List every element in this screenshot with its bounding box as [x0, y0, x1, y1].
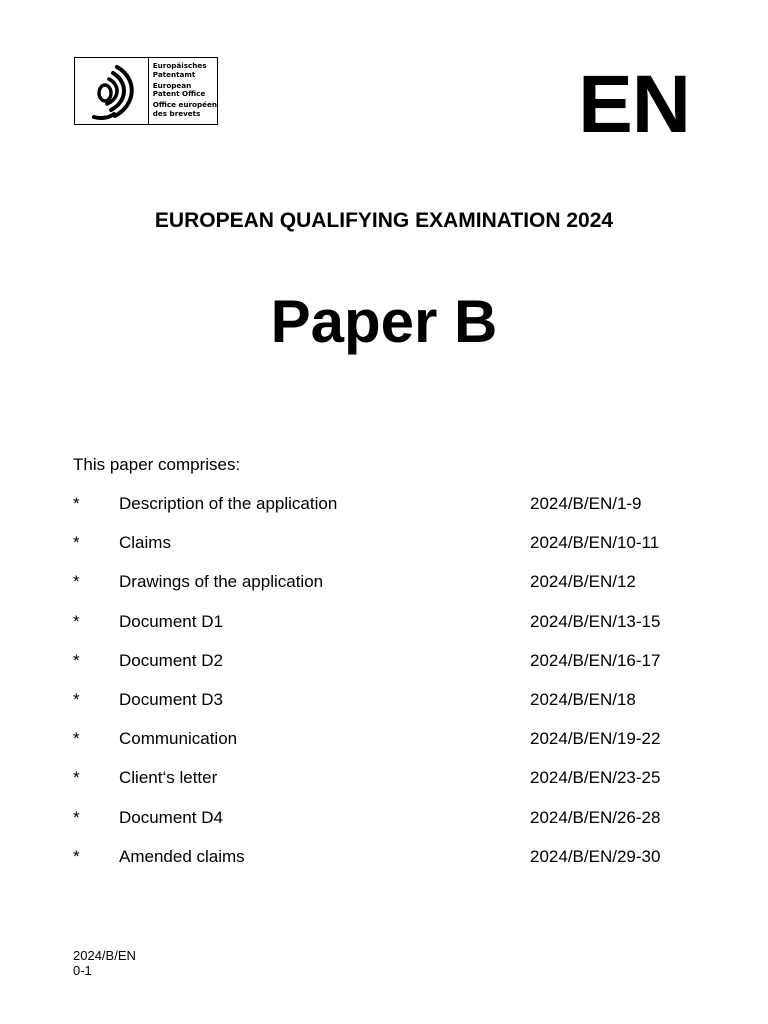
footer-doc-code: 2024/B/EN — [73, 948, 136, 963]
list-bullet: * — [73, 572, 80, 592]
paper-title: Paper B — [270, 288, 498, 355]
epo-logo — [74, 57, 218, 125]
list-item — [73, 690, 693, 729]
list-bullet: * — [73, 846, 80, 866]
list-bullet: * — [73, 768, 80, 788]
list-item — [73, 651, 693, 690]
list-item — [73, 729, 693, 768]
item-label: Claims — [119, 533, 171, 553]
item-label: Drawings of the application — [119, 572, 324, 592]
footer-page-number: 0-1 — [73, 963, 92, 978]
list-item — [73, 612, 693, 651]
list-bullet: * — [73, 533, 80, 553]
item-label: Communication — [119, 729, 238, 749]
item-label: Amended claims — [119, 846, 245, 866]
item-label: Document D2 — [119, 650, 223, 670]
list-bullet: * — [73, 611, 80, 631]
item-reference: 2024/B/EN/19-22 — [530, 729, 661, 749]
list-bullet: * — [73, 650, 80, 670]
list-item — [73, 533, 693, 572]
page-footer — [73, 948, 136, 978]
exam-title: EUROPEAN QUALIFYING EXAMINATION 2024 — [154, 209, 614, 232]
list-item — [73, 572, 693, 611]
contents-intro: This paper comprises: — [73, 455, 241, 474]
item-reference: 2024/B/EN/18 — [530, 689, 636, 709]
list-bullet: * — [73, 729, 80, 749]
list-bullet: * — [73, 494, 80, 513]
language-code: EN — [578, 59, 690, 150]
list-item — [73, 494, 693, 533]
item-reference: 2024/B/EN/13-15 — [530, 611, 661, 631]
item-label: Document D1 — [119, 611, 223, 631]
epo-logo-text: Europäisches Patentamt European Patent Office Office européen des brevets — [152, 61, 217, 118]
item-reference: 2024/B/EN/23-25 — [530, 768, 661, 788]
list-bullet: * — [73, 689, 80, 709]
epo-logo-mark — [75, 58, 149, 124]
item-label: Client‘s letter — [119, 768, 218, 788]
item-reference: 2024/B/EN/12 — [530, 572, 636, 592]
item-reference: 2024/B/EN/10-11 — [530, 533, 660, 553]
list-item — [73, 808, 693, 847]
item-reference: 2024/B/EN/26-28 — [530, 807, 661, 827]
list-bullet: * — [73, 807, 80, 827]
item-reference: 2024/B/EN/16-17 — [530, 650, 661, 670]
item-reference: 2024/B/EN/1-9 — [530, 494, 642, 513]
list-item — [73, 768, 693, 807]
contents-list — [73, 494, 693, 886]
item-reference: 2024/B/EN/29-30 — [530, 846, 661, 866]
list-item — [73, 847, 693, 886]
item-label: Document D4 — [119, 807, 223, 827]
item-label: Description of the application — [119, 494, 338, 513]
epo-emblem-icon — [81, 60, 141, 122]
item-label: Document D3 — [119, 689, 223, 709]
